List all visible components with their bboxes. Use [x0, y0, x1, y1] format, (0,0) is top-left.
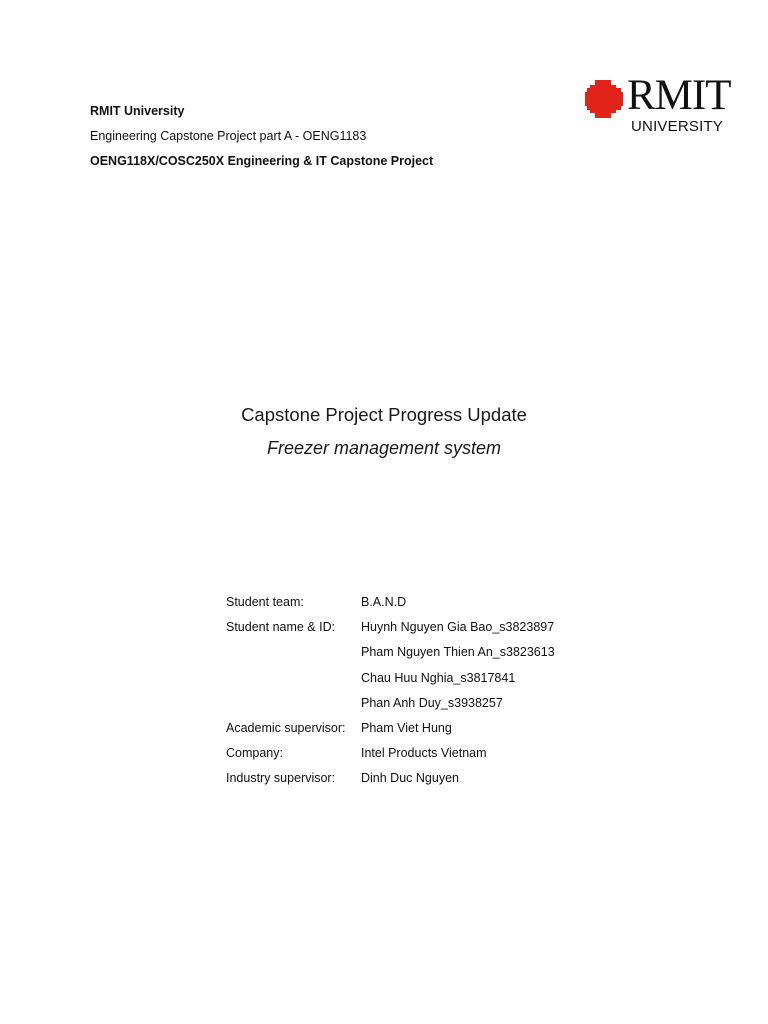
- course-title: Engineering Capstone Project part A - OENG1183: [90, 129, 367, 143]
- detail-row-member: [226, 640, 606, 665]
- rmit-logo: [585, 72, 741, 140]
- academic-supervisor-value: Pham Viet Hung: [361, 721, 452, 736]
- detail-row-academic: [226, 716, 606, 741]
- company-label: Company:: [226, 746, 283, 761]
- industry-supervisor-value: Dinh Duc Nguyen: [361, 771, 459, 786]
- detail-row-member: [226, 615, 606, 640]
- logo-subtext: UNIVERSITY: [631, 118, 724, 135]
- detail-row-industry: [226, 766, 606, 791]
- project-details: [226, 590, 606, 792]
- title-block: [0, 400, 768, 466]
- university-name: RMIT University: [90, 104, 185, 118]
- detail-row-member: [226, 691, 606, 716]
- document-subtitle: Freezer management system: [266, 438, 502, 458]
- detail-row-team: [226, 590, 606, 615]
- member-name: Phan Anh Duy_s3938257: [361, 695, 503, 710]
- academic-supervisor-label: Academic supervisor:: [226, 721, 346, 736]
- team-value: B.A.N.D: [361, 595, 407, 609]
- member-name: Chau Huu Nghia_s3817841: [361, 670, 516, 685]
- members-label: Student name & ID:: [226, 620, 336, 635]
- team-label: Student team:: [226, 595, 304, 609]
- logo-wordmark: RMIT: [627, 72, 731, 119]
- industry-supervisor-label: Industry supervisor:: [226, 771, 336, 786]
- document-title: Capstone Project Progress Update: [241, 404, 527, 425]
- detail-row-member: [226, 666, 606, 691]
- rmit-pixel-mark-icon: [585, 80, 623, 118]
- member-name: Pham Nguyen Thien An_s3823613: [361, 645, 555, 660]
- header-block: [90, 99, 510, 174]
- detail-row-company: [226, 741, 606, 766]
- member-name: Huynh Nguyen Gia Bao_s3823897: [361, 620, 555, 635]
- company-value: Intel Products Vietnam: [361, 746, 487, 761]
- program-title: OENG118X/COSC250X Engineering & IT Capstone Project: [90, 154, 434, 168]
